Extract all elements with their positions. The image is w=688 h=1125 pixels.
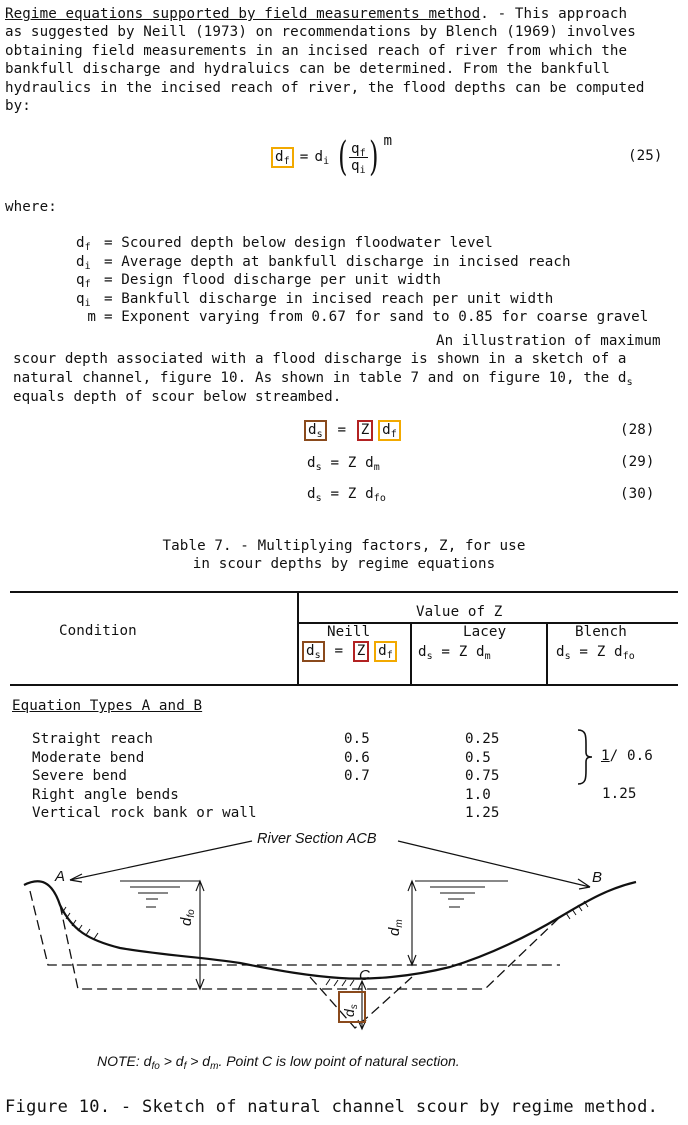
sketch-note: NOTE: $d_{fo} > d_f > d_m$. Point C is low point of natural section. [97,1053,460,1072]
point-c-label: C [359,967,370,984]
ds-label: $d_s$ [341,1004,360,1017]
intro-line: by: [5,98,31,115]
point-b-label: B [592,869,603,886]
scour-lines [30,891,560,1028]
intro-paragraph [5,5,644,115]
blench-value-2: 1.25 [602,786,637,802]
river-section-sketch [0,825,688,1060]
table-col-divider [546,623,548,685]
table-cell: 0.25 [465,731,500,747]
table-row: Straight reach [32,731,153,747]
para2-line3: natural channel, figure 10. As shown in table 7 and on figure 10, the $d_s$ [13,370,633,388]
intro-line: bankfull discharge and hydraluics can be determined. From the bankfull [5,61,610,78]
ground-profile [24,881,636,978]
condition-column [32,730,257,823]
definition-item: $d_f$ = Scoured depth below design floodwater level [76,235,493,253]
neill-header: Neill [327,624,371,640]
lacey-column [465,730,500,823]
table-row: Vertical rock bank or wall [32,805,257,821]
table-cell: 0.7 [344,768,370,784]
blench-header: Blench [575,624,627,640]
right-paren: ) [368,134,379,180]
definition-item: $q_i$ = Bankfull discharge in incised reach per unit width [76,290,554,309]
water-level-left [120,881,200,907]
condition-header: Condition [59,623,137,639]
blench-equation: $d_s = Z$ $d_{fo}$ [556,644,635,662]
table-cell: 0.6 [344,749,370,766]
table-cell: 0.5 [465,749,491,766]
ds-highlight-box: $d_s$ [304,420,327,441]
blench-brace [572,728,596,786]
lacey-equation: $d_s = Z$ $d_m$ [418,644,491,662]
point-a-label: A [55,868,66,885]
where-label: where: [5,199,57,215]
table-cell: 0.5 [344,731,370,747]
ds-highlight-box: $d_s$ [302,641,325,662]
table-row: Right angle bends [32,786,179,803]
equation-number-28: (28) [620,422,655,438]
equation-25 [271,134,392,180]
table-col-divider [297,591,299,685]
value-header: Value of Z [416,604,503,620]
figure-caption: Figure 10. - Sketch of natural channel scour by regime method. [5,1097,659,1117]
fraction: $q_f$ $q_i$ [350,140,366,176]
equation-30: $d_s = Z$ $d_{fo}$ [307,486,386,504]
table-row: Severe bend [32,768,128,784]
equals-sign: = [299,149,309,165]
exponent: m [383,133,393,149]
table-cell: 1.25 [465,805,500,821]
intro-line1-rest: . - This approach [480,6,628,22]
neill-column [344,730,370,786]
dimension-lines [196,881,416,1029]
equation-number-25: (25) [628,148,663,164]
table-title: Table 7. - Multiplying factors, Z, for use in scour depths by regime equations [162,538,526,572]
para2-line4: equals depth of scour below streambed. [13,389,342,405]
z-highlight-box: Z [353,641,370,662]
z-highlight-box: Z [357,420,374,441]
intro-heading: Regime equations supported by field measurements method [5,6,481,22]
equation-29: $d_s = Z$ $d_m$ [307,455,380,473]
df-highlight-box: $d_f$ [374,641,397,662]
para2-line2: scour depth associated with a flood discharge is shown in a sketch of a [13,351,627,367]
intro-line: obtaining field measurements in an incised reach of river from which the [5,42,628,59]
di-symbol: $d_i$ [314,149,330,167]
table-top-rule [10,591,678,593]
left-paren: ( [338,134,348,180]
neill-equation: $d_s = Z$ $d_f$ [302,641,397,662]
definition-item: $q_f$ = Design flood discharge per unit width [76,272,442,291]
para2-line1: An illustration of maximum [436,333,661,349]
equation-28: $d_s = Z$ $d_f$ [304,420,401,441]
dm-label: $d_m$ [386,919,405,936]
lacey-header: Lacey [463,624,507,640]
definition-item: $d_i$ = Average depth at bankfull discharge in incised reach [76,253,571,272]
equation-number-29: (29) [620,454,655,470]
df-highlight-box: $d_f$ [271,147,294,168]
sketch-title: River Section ACB [257,831,377,847]
definitions-list [76,234,648,327]
df-highlight-box: $d_f$ [378,420,401,441]
blench-value-1: 1/ 0.6 [601,748,653,764]
table-cell: 0.75 [465,768,500,784]
equation-number-30: (30) [620,486,655,502]
table-row: Moderate bend [32,749,145,766]
title-leader-right [398,841,590,887]
title-leader-left [70,841,252,880]
intro-line: as suggested by Neill (1973) on recommendations by Blench (1969) involves [5,24,636,41]
intro-line: hydraulics in the incised reach of river, the flood depths can be computed [5,79,645,96]
water-level-right [415,881,508,907]
table-col-divider [410,623,412,685]
table-header-rule [10,684,678,686]
dfo-label: $d_{fo}$ [178,909,197,926]
table-section-label: Equation Types A and B [12,698,203,714]
table-cell: 1.0 [465,786,491,803]
definition-item: m = Exponent varying from 0.67 for sand to 0.85 for coarse gravel [87,309,649,326]
